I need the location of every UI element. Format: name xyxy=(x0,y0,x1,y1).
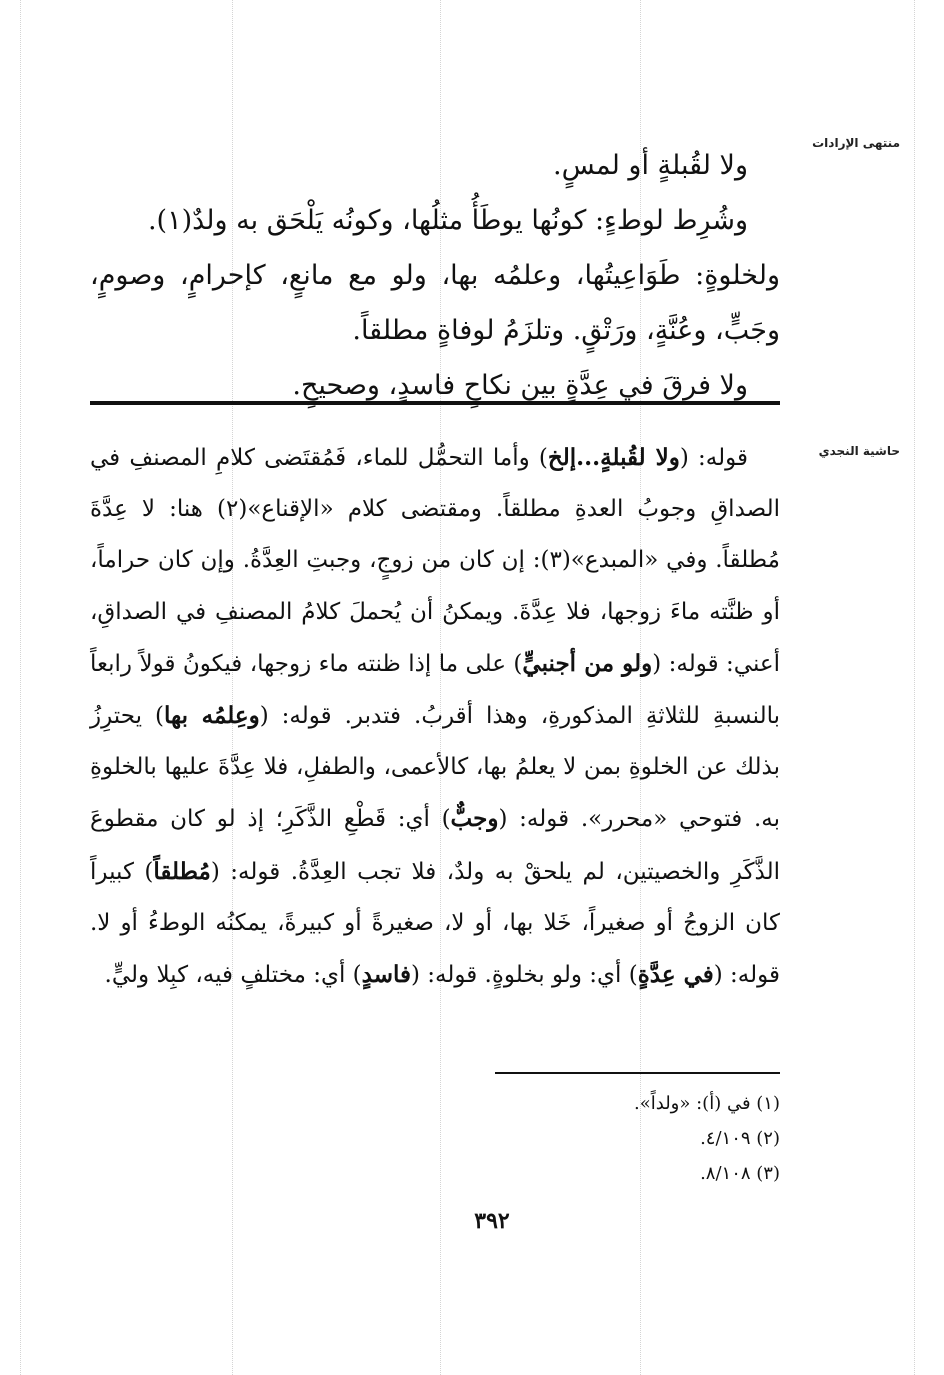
matn-line: ولخلوةٍ: طَوَاعِيتُها، وعلمُه بها، ولو مع مانعٍ، كإحرامٍ، وصومٍ، وجَبٍّ، وعُنَّةٍ، ورَتْقٍ. وتلزَمُ لوفاةٍ مطلقاً. xyxy=(90,260,780,346)
page-number: ٣٩٢ xyxy=(474,1208,510,1234)
commentary-text: قوله: ( xyxy=(679,445,749,471)
footnote: (٣) ٨/١٠٨. xyxy=(700,1163,780,1184)
scan-dotted-line xyxy=(20,0,21,1375)
quoted-phrase: ولو من أجنبيٍّ xyxy=(522,649,653,677)
quoted-phrase: فاسدٍ xyxy=(361,961,411,989)
matn-line: وشُرِط لوطءٍ: كونُها يوطَأُ مثلُها، وكونُه يَلْحَق به ولدٌ(١). xyxy=(147,205,748,236)
footnotes xyxy=(380,1086,780,1191)
hashiya-text xyxy=(90,432,780,1001)
matn-line: ولا لقُبلةٍ أو لمسٍ. xyxy=(552,150,748,181)
commentary-text: ) أي: قَطْعِ الذَّكَرِ؛ إذ لو كان مقطوعَ الذَّكَرِ والخصيتين، لم يلحقْ به ولدٌ، فلا تجب العِدَّةُ. قوله: ( xyxy=(90,806,780,885)
commentary-text: ) على ما إذا ظنته ماء زوجها، فيكونُ قولاً رابعاً بالنسبةِ للثلاثةِ المذكورةِ، وهذا أقربُ. فتدبر. قوله: ( xyxy=(90,650,781,730)
side-label-matn: منتهى الإرادات xyxy=(812,136,900,150)
commentary-text: ) كبيراً كان الزوجُ أو صغيراً، خَلا بها، أو لا، صغيرةً أو كبيرةً، يمكنُه الوطءُ أو لا. قوله: ( xyxy=(90,858,780,989)
quoted-phrase: وجبٌّ xyxy=(450,805,499,833)
quoted-phrase: في عِدَّةٍ xyxy=(637,961,714,989)
footnote: (١) في (أ): «ولداً». xyxy=(634,1093,780,1114)
matn-line: ولا فرقَ في عِدَّةٍ بين نكاحٍ فاسدٍ، وصحيحٍ. xyxy=(292,370,748,401)
footnote: (٢) ٤/١٠٩. xyxy=(700,1128,780,1149)
matn-text xyxy=(90,138,780,413)
commentary-text: ) وأما التحمُّل للماء، فَمُقتَضى كلامِ المصنفِ في الصداقِ وجوبُ العدةِ مطلقاً. ومقتضى كلام «الإقناع»(٢) هنا: لا عِدَّةَ مُطلقاً. وفي «المبدع»(٣): إن كان من زوجٍ، وجبتِ العِدَّةُ. وإن كان حراماً، أو ظنَّته ماءَ زوجها، فلا عِدَّةَ. ويمكنُ أن يُحملَ كلامُ المصنفِ في الصداقِ، أعني: قوله: ( xyxy=(90,445,780,677)
quoted-phrase: مُطلقاً xyxy=(153,857,211,885)
commentary-text: ) أي: ولو بخلوةٍ. قوله: ( xyxy=(411,962,638,989)
footnote-divider xyxy=(495,1072,780,1074)
commentary-text: ) يحترِزُ بذلك عن الخلوةِ بمن لا يعلمُ بها، كالأعمى، والطفلِ، فلا عِدَّةَ عليها بالخلوةِ به. فتوحي «محرر». قوله: ( xyxy=(90,703,780,833)
section-divider xyxy=(90,401,780,405)
scan-dotted-line xyxy=(914,0,915,1375)
side-label-hashiya: حاشية النجدي xyxy=(818,444,900,458)
quoted-phrase: ولا لقُبلةٍ...إلخ xyxy=(547,444,680,471)
commentary-text: ) أي: مختلفٍ فيه، كبِلا وليٍّ. xyxy=(104,962,362,989)
quoted-phrase: وعِلمُه بها xyxy=(163,702,260,730)
hashiya-paragraph xyxy=(90,432,780,1001)
